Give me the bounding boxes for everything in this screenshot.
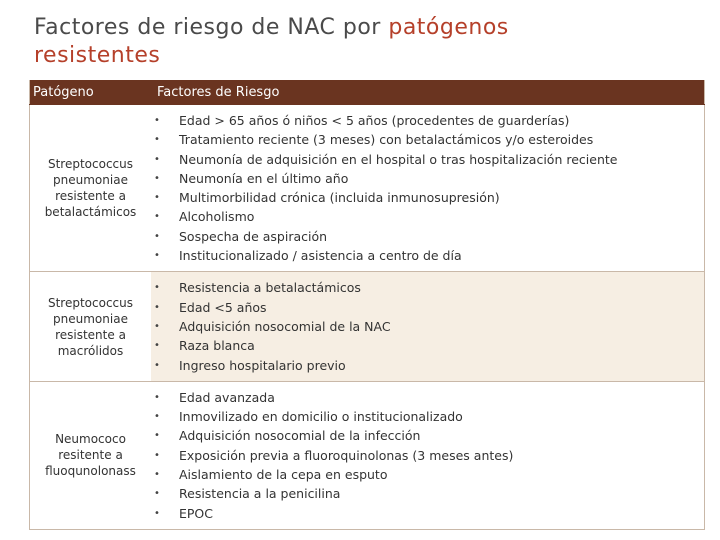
list-item <box>151 207 704 226</box>
header-pathogen: Patógeno <box>30 80 152 105</box>
factors-list <box>151 388 704 523</box>
factors-list <box>151 278 704 374</box>
pathogen-cell <box>30 381 152 529</box>
list-item <box>151 188 704 207</box>
pathogen-cell <box>30 105 152 272</box>
factor-text: Resistencia a betalactámicos <box>179 280 361 296</box>
pathogen-line: pneumoniae <box>53 311 128 326</box>
factors-cell <box>151 272 705 381</box>
factor-text: Resistencia a la penicilina <box>179 486 341 502</box>
factors-list <box>151 111 704 265</box>
pathogen-cell <box>30 272 152 381</box>
table-row <box>30 272 705 381</box>
list-item <box>151 317 704 336</box>
bullet-icon: • <box>154 320 160 332</box>
list-item <box>151 227 704 246</box>
risk-factors-table <box>29 80 705 530</box>
factors-cell <box>151 105 705 272</box>
list-item <box>151 130 704 149</box>
bullet-icon: • <box>154 282 160 294</box>
list-item <box>151 111 704 130</box>
factor-text: Neumonía en el último año <box>179 170 349 186</box>
pathogen-line: betalactámicos <box>44 205 137 220</box>
pathogen-line: macrólidos <box>57 343 124 358</box>
factor-text: Edad <5 años <box>179 299 267 315</box>
list-item <box>151 356 704 375</box>
header-risk-factors: Factores de Riesgo <box>151 80 705 105</box>
factor-text: Neumonía de adquisición en el hospital o tras hospitalización reciente <box>179 151 618 167</box>
list-item <box>151 504 704 523</box>
bullet-icon: • <box>154 488 160 500</box>
factor-text: Tratamiento reciente (3 meses) con betalactámicos y/o esteroides <box>179 132 594 148</box>
title-text: Factores de riesgo de NAC por <box>34 15 389 40</box>
factor-text: Adquisición nosocomial de la infección <box>179 428 421 444</box>
bullet-icon: • <box>154 359 160 371</box>
factor-text: Aislamiento de la cepa en esputo <box>179 467 388 483</box>
bullet-icon: • <box>154 340 160 352</box>
pathogen-line: Streptococcus <box>47 295 134 310</box>
bullet-icon: • <box>154 391 160 403</box>
list-item <box>151 407 704 426</box>
slide-title <box>34 14 674 70</box>
bullet-icon: • <box>154 449 160 461</box>
list-item <box>151 465 704 484</box>
factors-cell <box>151 381 705 529</box>
factor-text: Edad > 65 años ó niños < 5 años (procedentes de guarderías) <box>179 113 570 128</box>
bullet-icon: • <box>154 172 160 184</box>
list-item <box>151 426 704 445</box>
pathogen-line: resistente a <box>55 327 126 342</box>
bullet-icon: • <box>154 430 160 442</box>
bullet-icon: • <box>154 211 160 223</box>
pathogen-line: fluoqunolonass <box>45 464 136 479</box>
bullet-icon: • <box>154 192 160 204</box>
bullet-icon: • <box>154 301 160 313</box>
list-item <box>151 484 704 503</box>
table-row <box>30 105 705 272</box>
factor-text: Exposición previa a fluoroquinolonas (3 meses antes) <box>179 447 514 463</box>
factor-text: Alcoholismo <box>179 209 255 225</box>
title-accent-second-line: resistentes <box>34 43 161 68</box>
pathogen-line: pneumoniae <box>53 173 128 188</box>
bullet-icon: • <box>154 115 160 126</box>
list-item <box>151 388 704 407</box>
pathogen-line: Neumococo <box>55 432 126 447</box>
pathogen-line: Streptococcus <box>47 157 134 172</box>
factor-text: Inmovilizado en domicilio o institucionalizado <box>179 409 463 425</box>
factor-text: Sospecha de aspiración <box>179 228 328 244</box>
factor-text: EPOC <box>179 505 214 521</box>
table-row <box>30 381 705 529</box>
list-item <box>151 150 704 169</box>
title-accent: patógenos <box>388 15 509 40</box>
list-item <box>151 246 704 265</box>
bullet-icon: • <box>154 469 160 481</box>
bullet-icon: • <box>154 411 160 423</box>
table-body <box>30 105 705 530</box>
bullet-icon: • <box>154 250 160 262</box>
factor-text: Edad avanzada <box>179 389 275 405</box>
pathogen-line: resitente a <box>58 448 123 463</box>
list-item <box>151 336 704 355</box>
factor-text: Ingreso hospitalario previo <box>179 357 346 373</box>
factor-text: Adquisición nosocomial de la NAC <box>179 318 391 334</box>
bullet-icon: • <box>154 507 160 519</box>
list-item <box>151 446 704 465</box>
pathogen-line: resistente a <box>55 189 126 204</box>
bullet-icon: • <box>154 230 160 242</box>
factor-text: Multimorbilidad crónica (incluida inmunosupresión) <box>179 190 500 206</box>
list-item <box>151 169 704 188</box>
table-header-row <box>30 80 705 105</box>
bullet-icon: • <box>154 153 160 165</box>
bullet-icon: • <box>154 134 160 146</box>
factor-text: Institucionalizado / asistencia a centro de día <box>179 248 462 264</box>
factor-text: Raza blanca <box>179 338 255 354</box>
list-item <box>151 278 704 297</box>
list-item <box>151 298 704 317</box>
